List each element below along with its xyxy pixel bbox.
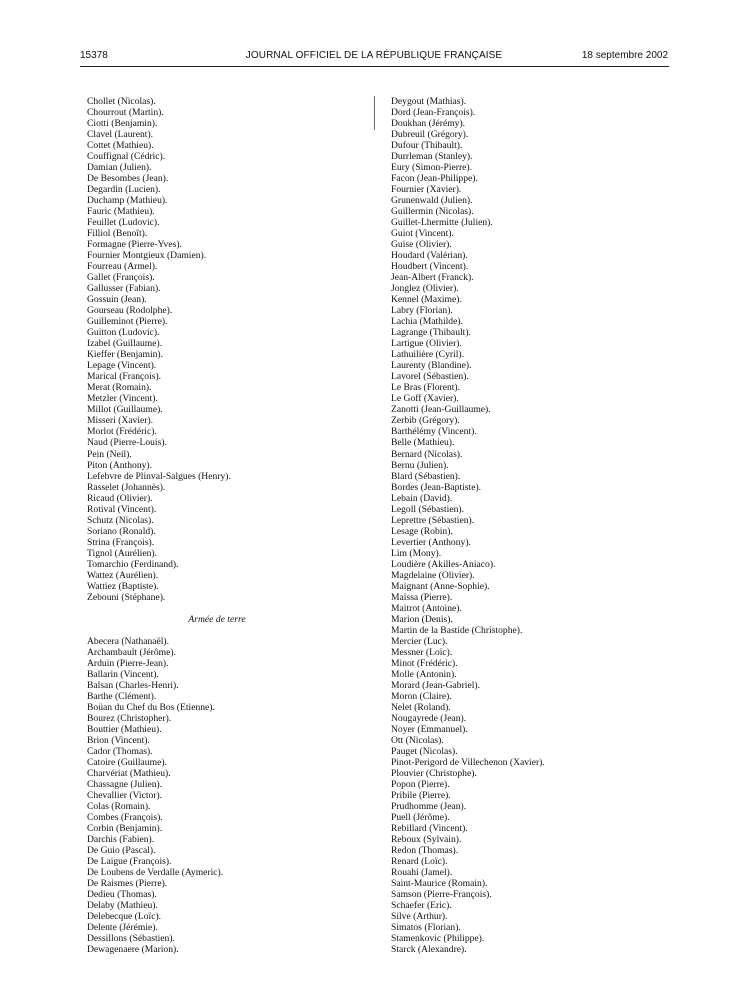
list-item: Lachia (Mathilde). bbox=[391, 316, 463, 328]
list-item: Gallet (François). bbox=[87, 272, 155, 284]
list-item: Guiot (Vincent). bbox=[391, 228, 454, 240]
list-item: Kennel (Maxime). bbox=[391, 294, 462, 306]
list-item: Rouahi (Jamel). bbox=[391, 867, 453, 879]
right-column bbox=[391, 96, 671, 955]
list-item: Combes (François). bbox=[87, 812, 163, 824]
section-heading: Armée de terre bbox=[188, 613, 246, 625]
list-item: Dewagenaere (Marion). bbox=[87, 944, 179, 956]
list-item: Doukhan (Jérémy). bbox=[391, 118, 466, 130]
list-item: Chevallier (Victor). bbox=[87, 789, 163, 801]
list-item: Misseri (Xavier). bbox=[87, 415, 154, 427]
list-item: Barthélémy (Vincent). bbox=[391, 426, 477, 438]
list-item: Laurenty (Blandine). bbox=[391, 360, 472, 372]
list-item: Simatos (Florian). bbox=[391, 922, 461, 934]
list-item: Morard (Jean-Gabriel). bbox=[391, 679, 480, 691]
list-item: Zebouni (Stéphane). bbox=[87, 591, 166, 603]
list-item: Archambault (Jérôme). bbox=[87, 646, 176, 658]
list-item: Catoire (Guillaume). bbox=[87, 756, 167, 768]
list-item: Balsan (Charles-Henri). bbox=[87, 679, 179, 691]
list-item: Levertier (Anthony). bbox=[391, 536, 471, 548]
list-item: Puell (Jérôme). bbox=[391, 812, 450, 824]
list-item: Pribile (Pierre). bbox=[391, 789, 451, 801]
list-item: Labry (Florian). bbox=[391, 305, 453, 317]
list-item: Arduin (Pierre-Jean). bbox=[87, 657, 169, 669]
list-item: Izabel (Guillaume). bbox=[87, 338, 163, 350]
list-item: Renard (Loïc). bbox=[391, 856, 448, 868]
list-item: Lim (Mony). bbox=[391, 547, 442, 559]
list-item: Lepage (Vincent). bbox=[87, 360, 157, 372]
journal-title: JOURNAL OFFICIEL DE LA RÉPUBLIQUE FRANÇAISE bbox=[245, 50, 503, 61]
list-item: Tignol (Aurélien). bbox=[87, 547, 157, 559]
list-item: Colas (Romain). bbox=[87, 801, 151, 812]
list-item: Plouvier (Christophe). bbox=[391, 767, 477, 779]
list-item: Metzler (Vincent). bbox=[87, 393, 158, 405]
list-item: Delebecque (Loïc). bbox=[87, 911, 162, 923]
list-item: Leprettre (Sébastien). bbox=[391, 514, 475, 526]
list-item: Nougayrede (Jean). bbox=[391, 712, 467, 724]
list-item: Jonglez (Olivier). bbox=[391, 283, 459, 295]
list-item: Bernu (Julien). bbox=[391, 459, 449, 471]
list-item: Delente (Jérémie). bbox=[87, 922, 158, 934]
list-item: Feuillet (Ludovic). bbox=[87, 217, 160, 229]
list-item: Fournier (Xavier). bbox=[391, 184, 462, 196]
list-item: Strina (François). bbox=[87, 536, 155, 548]
column-divider bbox=[374, 96, 375, 130]
list-item: Deygout (Mathias). bbox=[391, 96, 467, 107]
list-item: Guillet-Lhermitte (Julien). bbox=[391, 217, 493, 229]
list-item: Darchis (Fabien). bbox=[87, 834, 155, 846]
list-item: Maitrot (Antoine). bbox=[391, 602, 462, 614]
list-item: Piton (Anthony). bbox=[87, 459, 153, 471]
list-item: Silve (Arthur). bbox=[391, 911, 448, 923]
list-item: Dubreuil (Grégory). bbox=[391, 129, 469, 141]
list-item: Fourreau (Armel). bbox=[87, 261, 158, 273]
list-item: Formagne (Pierre-Yves). bbox=[87, 239, 182, 251]
list-item: Degardin (Lucien). bbox=[87, 184, 161, 196]
list-item: Dessillons (Sébastien). bbox=[87, 933, 175, 945]
list-item: Guilleminot (Pierre). bbox=[87, 316, 168, 328]
list-item: Bouttier (Mathieu). bbox=[87, 723, 162, 735]
list-item: Pauget (Nicolas). bbox=[391, 745, 458, 757]
list-item: Wattez (Aurélien). bbox=[87, 569, 159, 581]
list-item: Duchamp (Mathieu). bbox=[87, 195, 168, 207]
list-item: Ott (Nicolas). bbox=[391, 734, 444, 746]
list-item: Samson (Pierre-François). bbox=[391, 889, 492, 901]
list-item: Maïssa (Pierre). bbox=[391, 591, 453, 603]
list-item: Gallusser (Fabian). bbox=[87, 283, 161, 295]
page-number: 15378 bbox=[80, 50, 108, 61]
list-item: Lesage (Robin). bbox=[391, 525, 453, 537]
list-item: Abecera (Nathanaël). bbox=[87, 635, 170, 647]
list-item: Ballarin (Vincent). bbox=[87, 668, 159, 680]
list-item: Damian (Julien). bbox=[87, 162, 152, 174]
list-item: Durrleman (Stanley). bbox=[391, 151, 473, 163]
list-item: Houdbert (Vincent). bbox=[391, 261, 469, 273]
list-item: Tomarchio (Ferdinand). bbox=[87, 558, 179, 570]
list-item: Belle (Mathieu). bbox=[391, 437, 455, 449]
list-item: Saint-Maurice (Romain). bbox=[391, 878, 488, 890]
list-item: Guise (Olivier). bbox=[391, 239, 452, 251]
header-rule bbox=[80, 66, 669, 67]
list-item: Lartigue (Olivier). bbox=[391, 338, 462, 350]
list-item: Pinot-Perigord de Villechenon (Xavier). bbox=[391, 756, 545, 768]
list-item: Stamenkovic (Philippe). bbox=[391, 933, 485, 945]
list-item: Prudhomme (Jean). bbox=[391, 801, 467, 812]
list-item: De Guio (Pascal). bbox=[87, 845, 156, 857]
list-item: Rotival (Vincent). bbox=[87, 503, 157, 515]
list-item: Chourrout (Martin). bbox=[87, 107, 164, 119]
list-item: Naud (Pierre-Louis). bbox=[87, 437, 167, 449]
list-item: Lathuilière (Cyril). bbox=[391, 349, 464, 361]
list-item: De Besombes (Jean). bbox=[87, 173, 169, 185]
list-item: Charvériat (Mathieu). bbox=[87, 767, 171, 779]
list-item: Millot (Guillaume). bbox=[87, 404, 163, 416]
list-item: Redon (Thomas). bbox=[391, 845, 459, 857]
list-item: Soriano (Ronald). bbox=[87, 525, 156, 537]
list-item: Facon (Jean-Philippe). bbox=[391, 173, 478, 185]
list-item: Marion (Denis). bbox=[391, 613, 453, 625]
section-spacer bbox=[87, 603, 352, 614]
list-item: Gossuin (Jean). bbox=[87, 294, 147, 306]
list-item: Legoll (Sébastien). bbox=[391, 503, 464, 515]
list-item: Bernard (Nicolas). bbox=[391, 448, 463, 460]
list-item: Le Bras (Florent). bbox=[391, 382, 461, 394]
list-item: Nelet (Roland). bbox=[391, 701, 451, 713]
list-item: Grunenwald (Julien). bbox=[391, 195, 473, 207]
list-item: Schaefer (Eric). bbox=[391, 900, 452, 912]
publication-date: 18 septembre 2002 bbox=[581, 50, 668, 61]
list-item: De Loubens de Verdalle (Aymeric). bbox=[87, 867, 224, 879]
list-item: Moron (Claire). bbox=[391, 690, 452, 702]
list-item: Morlot (Frédéric). bbox=[87, 426, 157, 438]
list-item: Delaby (Mathieu). bbox=[87, 900, 158, 912]
list-item: Dufour (Thibault). bbox=[391, 140, 463, 152]
list-item: Jean-Albert (Franck). bbox=[391, 272, 474, 284]
list-item: Chassagne (Julien). bbox=[87, 778, 163, 790]
list-item: Rasselet (Johannès). bbox=[87, 481, 166, 493]
list-item: Lavorel (Sébastien). bbox=[391, 371, 469, 383]
list-item: Lagrange (Thibault). bbox=[391, 327, 471, 339]
list-item: Mercier (Luc). bbox=[391, 635, 448, 647]
list-item: Lefebvre de Plinval-Salgues (Henry). bbox=[87, 470, 231, 482]
list-item: Chollet (Nicolas). bbox=[87, 96, 156, 107]
section-spacer bbox=[87, 625, 352, 636]
list-item: Couffignal (Cédric). bbox=[87, 151, 166, 163]
list-item: Messner (Loïc). bbox=[391, 646, 453, 658]
list-item: Clavel (Laurent). bbox=[87, 129, 154, 141]
list-item: Fauric (Mathieu). bbox=[87, 206, 155, 218]
list-item: Magdelaine (Olivier). bbox=[391, 569, 475, 581]
left-column bbox=[87, 96, 352, 955]
list-item: Filliol (Benoît). bbox=[87, 228, 148, 240]
list-item: Eury (Simon-Pierre). bbox=[391, 162, 472, 174]
list-item: Bordes (Jean-Baptiste). bbox=[391, 481, 482, 493]
list-item: Popon (Pierre). bbox=[391, 778, 450, 790]
list-item: Pein (Neil). bbox=[87, 448, 132, 460]
list-item: Schutz (Nicolas). bbox=[87, 514, 154, 526]
list-item: Blard (Sébastien). bbox=[391, 470, 461, 482]
list-item: Barthe (Clément). bbox=[87, 690, 157, 702]
list-item: Minot (Frédéric). bbox=[391, 657, 458, 669]
list-item: Guitton (Ludovic). bbox=[87, 327, 160, 339]
list-item: Starck (Alexandre). bbox=[391, 944, 467, 956]
list-item: Le Goff (Xavier). bbox=[391, 393, 459, 405]
list-item: Zerbib (Grégory). bbox=[391, 415, 460, 427]
list-item: Maignant (Anne-Sophie). bbox=[391, 580, 490, 592]
list-item: Reboux (Sylvain). bbox=[391, 834, 462, 846]
list-item: Gourseau (Rodolphe). bbox=[87, 305, 173, 317]
list-item: Molle (Antonin). bbox=[391, 668, 457, 680]
list-item: Brion (Vincent). bbox=[87, 734, 150, 746]
list-item: Kieffer (Benjamin). bbox=[87, 349, 164, 361]
list-item: Houdard (Valérian). bbox=[391, 250, 468, 262]
list-item: De Raismes (Pierre). bbox=[87, 878, 168, 890]
list-item: Noyer (Emmanuel). bbox=[391, 723, 468, 735]
list-item: Guillermin (Nicolas). bbox=[391, 206, 474, 218]
list-item: Lebain (David). bbox=[391, 492, 453, 504]
list-item: Wattiez (Baptiste). bbox=[87, 580, 159, 592]
list-item: De Laigue (François). bbox=[87, 856, 172, 868]
list-item: Merat (Romain). bbox=[87, 382, 152, 394]
list-item: Martin de la Bastide (Christophe). bbox=[391, 624, 523, 636]
list-item: Zanotti (Jean-Guillaume). bbox=[391, 404, 491, 416]
list-item: Dord (Jean-François). bbox=[391, 107, 476, 119]
list-item: Fournier Montgieux (Damien). bbox=[87, 250, 207, 262]
list-item: Ricaud (Olivier). bbox=[87, 492, 153, 504]
list-item: Rebillard (Vincent). bbox=[391, 823, 468, 835]
page-header bbox=[80, 50, 668, 64]
list-item: Bourez (Christopher). bbox=[87, 712, 172, 724]
list-item: Cador (Thomas). bbox=[87, 745, 153, 757]
list-item: Boüan du Chef du Bos (Etienne). bbox=[87, 701, 215, 713]
list-item: Ciotti (Benjamin). bbox=[87, 118, 158, 130]
list-item: Dedieu (Thomas). bbox=[87, 889, 157, 901]
list-item: Cottet (Mathieu). bbox=[87, 140, 154, 152]
list-item: Marical (François). bbox=[87, 371, 162, 383]
list-item: Corbin (Benjamin). bbox=[87, 823, 163, 835]
list-item: Loudière (Akilles-Aniaco). bbox=[391, 558, 496, 570]
